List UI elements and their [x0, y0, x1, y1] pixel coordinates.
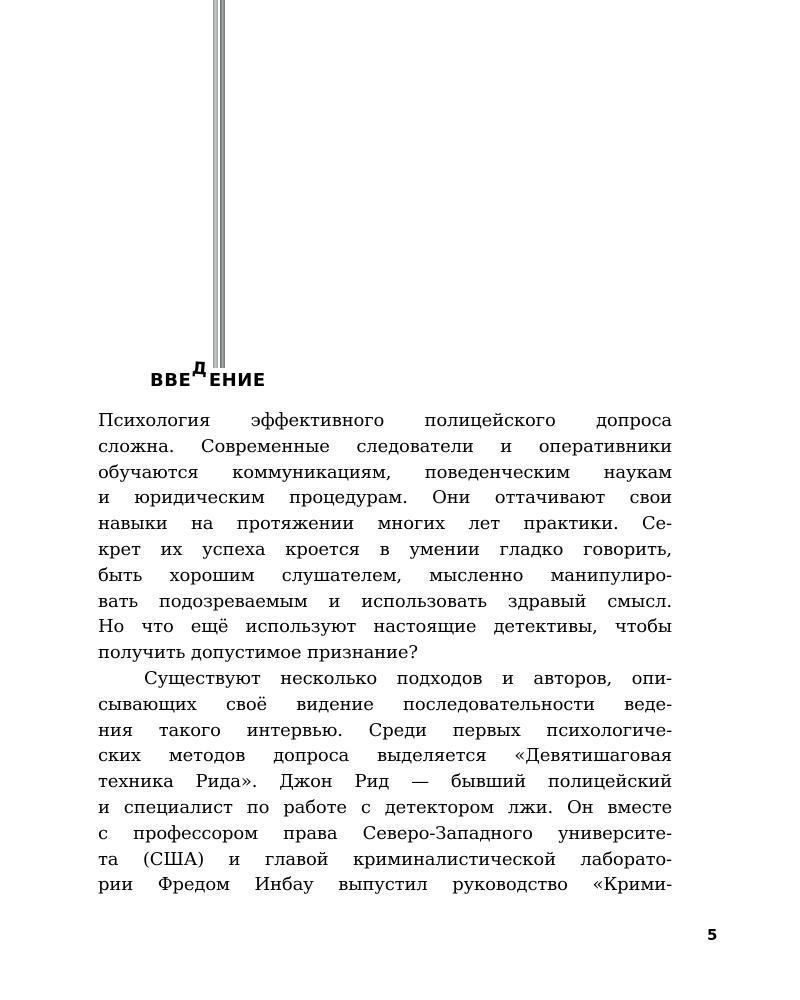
paragraph-1-line-4: и юридическим процедурам. Они оттачивают свои — [98, 487, 672, 509]
paragraph-1-line-5: навыки на протяжении многих лет практики. Се- — [98, 513, 672, 535]
rope-strand-right — [220, 0, 225, 368]
paragraph-1-line-1: Психология эффективного полицейского допроса — [98, 410, 672, 431]
chapter-title-hanging-letter: Д — [191, 358, 209, 380]
paragraph-2-line-3: ния такого интервью. Среди первых психологиче- — [98, 719, 672, 741]
chapter-title-start: ВВЕ — [150, 370, 192, 391]
chapter-title — [150, 358, 266, 396]
paragraph-1-line-10: получить допустимое признание? — [98, 642, 418, 664]
paragraph-2-line-5: техника Рида». Джон Рид — бывший полицейский — [98, 771, 672, 793]
paragraph-2-line-4: ских методов допроса выделяется «Девятишаговая — [98, 745, 672, 767]
chapter-title-end: ЕНИЕ — [208, 370, 266, 391]
paragraph-1-line-8: вать подозреваемым и использовать здравый смысл. — [98, 590, 672, 612]
paragraph-2-line-6: и специалист по работе с детектором лжи. Он вместе — [98, 796, 672, 818]
paragraph-2-line-7: с профессором права Северо-Западного университе- — [98, 822, 672, 844]
paragraph-1-line-3: обучаются коммуникациям, поведенческим наукам — [98, 461, 672, 483]
paragraph-2-line-8: та (США) и главой криминалистической лаборато- — [98, 848, 672, 870]
paragraph-2-line-2: сывающих своё видение последовательности веде- — [98, 693, 672, 715]
rope-strand-left — [213, 0, 218, 368]
paragraph-2-line-1: Существуют несколько подходов и авторов, опи- — [144, 667, 672, 689]
paragraph-1-line-2: сложна. Современные следователи и оперативники — [98, 435, 672, 457]
paragraph-1-line-9: Но что ещё используют настоящие детективы, чтобы — [98, 616, 672, 638]
paragraph-2-line-9: рии Фредом Инбау выпустил руководство «Крими- — [98, 874, 672, 896]
paragraph-1-line-6: крет их успеха кроется в умении гладко говорить, — [98, 538, 672, 560]
body-text — [98, 408, 672, 898]
hanging-rope-decoration — [213, 0, 225, 368]
paragraph-1-line-7: быть хорошим слушателем, мысленно манипулиро- — [98, 564, 672, 586]
page-number: 5 — [707, 926, 718, 944]
